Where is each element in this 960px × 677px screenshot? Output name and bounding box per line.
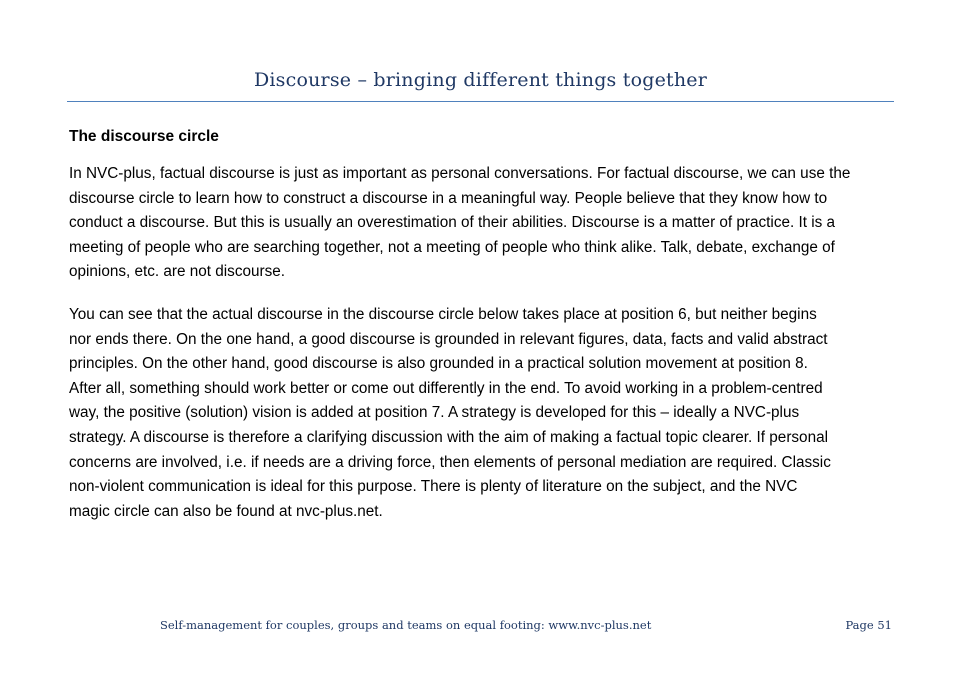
paragraph-2-line: nor ends there. On the one hand, a good discourse is grounded in relevant figures, data, facts and valid abstract (69, 330, 828, 348)
paragraph-2-line: non-violent communication is ideal for this purpose. There is plenty of literature on the subject, and the NVC (69, 478, 798, 496)
paragraph-2-line: principles. On the other hand, good discourse is also grounded in a practical solution movement at position 8. (69, 355, 808, 373)
paragraph-1-line: discourse circle to learn how to construct a discourse in a meaningful way. People believe that they know how to (69, 189, 828, 207)
paragraph-2 (69, 303, 899, 524)
paragraph-1-line: opinions, etc. are not discourse. (69, 263, 285, 281)
page-title: Discourse – bringing different things together (253, 69, 708, 91)
title-divider (67, 101, 894, 102)
paragraph-2-line: magic circle can also be found at nvc-plus.net. (69, 502, 383, 520)
section-heading: The discourse circle (69, 128, 219, 145)
paragraph-2-line: You can see that the actual discourse in the discourse circle below takes place at position 6, but neither begins (69, 306, 817, 323)
paragraph-1-line: meeting of people who are searching together, not a meeting of people who think alike. Talk, debate, exchange of (69, 238, 835, 256)
paragraph-2-line: After all, something should work better or come out differently in the end. To avoid working in a problem-centred (69, 379, 823, 397)
paragraph-2-line: concerns are involved, i.e. if needs are a driving force, then elements of personal mediation are required. Classic (69, 453, 831, 471)
paragraph-1-line: In NVC-plus, factual discourse is just as important as personal conversations. For factual discourse, we can use the (69, 165, 851, 182)
page-number: Page 51 (845, 618, 892, 632)
paragraph-1 (69, 162, 899, 285)
paragraph-1-line: conduct a discourse. But this is usually an overestimation of their abilities. Discourse is a matter of practice. It is a (69, 214, 836, 232)
paragraph-2-line: way, the positive (solution) vision is added at position 7. A strategy is developed for this – ideally a NVC-plus (69, 404, 800, 422)
footer-text: Self-management for couples, groups and teams on equal footing: www.nvc-plus.net (160, 618, 652, 632)
paragraph-2-line: strategy. A discourse is therefore a clarifying discussion with the aim of making a factual topic clearer. If personal (69, 428, 828, 446)
